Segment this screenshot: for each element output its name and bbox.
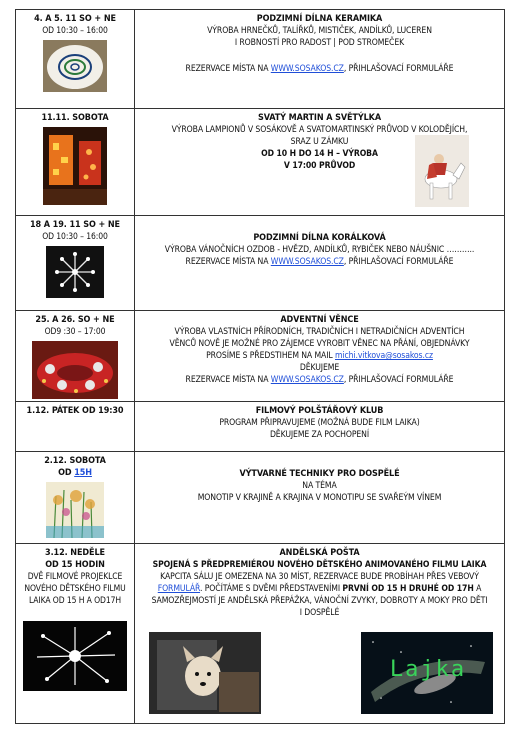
date-cell [16, 311, 135, 402]
event-title: ADVENTNÍ VĚNCE [280, 315, 359, 325]
event-title: FILMOVÝ POLŠTÁŘOVÝ KLUB [255, 406, 384, 416]
reservation-suffix: , PŘIHLAŠOVACÍ FORMULÁŘE [343, 257, 454, 267]
advent-wreath-photo [32, 341, 118, 399]
reservation-suffix: , PŘIHLAŠOVACÍ FORMULÁŘE [343, 64, 454, 74]
content-cell [135, 216, 505, 311]
event-date: 18 A 19. 11 SO + NE [30, 220, 120, 230]
reservation-line [135, 63, 504, 75]
date-cell [16, 402, 135, 452]
event-row [16, 402, 505, 452]
event-title: VÝTVARNÉ TECHNIKY PRO DOSPĚLÉ [239, 469, 400, 479]
reservation-label: REZERVACE MÍSTA NA [185, 257, 269, 267]
reservation-suffix: , PŘIHLAŠOVACÍ FORMULÁŘE [343, 375, 454, 385]
event-row [16, 311, 505, 402]
event-row [16, 109, 505, 216]
sosakos-link[interactable]: WWW.SOSAKOS.CZ [270, 257, 344, 267]
screening-times: PRVNÍ OD 15 H DRUHÉ OD 17H [342, 584, 474, 594]
event-text: DĚKUJEME ZA POCHOPENÍ [269, 430, 370, 440]
event-date: 25. A 26. SO + NE [35, 315, 115, 325]
event-row [16, 216, 505, 311]
event-text: VÝROBA VLASTNÍCH PŘÍRODNÍCH, TRADIČNÍCH I NETRADIČNÍCH ADVENTÍCH [174, 327, 465, 337]
sosakos-link[interactable]: WWW.SOSAKOS.CZ [270, 64, 344, 74]
event-time: OD 15 HODIN [45, 560, 105, 570]
program-table [15, 9, 505, 724]
event-title: ANDĚLSKÁ POŠTA [279, 548, 360, 558]
mail-link[interactable]: michi.vitkova@sosakos.cz [334, 351, 433, 361]
event-row [16, 10, 505, 109]
event-text: VÝROBA HRNEČKŮ, TALÍŘKŮ, MISTIČEK, ANDÍLKŮ, LUCEREN [207, 26, 432, 36]
event-text: DĚKUJEME [299, 363, 340, 373]
event-text [135, 583, 504, 595]
date-cell [16, 452, 135, 544]
poster-title: Lajka [389, 657, 467, 682]
comet-star-picture [23, 621, 127, 691]
event-row [16, 544, 505, 724]
saint-martin-illustration [415, 135, 469, 207]
event-time: OD 10:30 – 16:00 [42, 26, 108, 36]
time-link[interactable]: 15H [74, 468, 92, 478]
event-row [16, 452, 505, 544]
text-part: A [476, 584, 482, 594]
event-title: PODZIMNÍ DÍLNA KERAMIKA [256, 14, 383, 24]
event-date: 11.11. SOBOTA [41, 113, 109, 123]
monotype-landscape-picture [46, 482, 104, 538]
content-cell [135, 544, 505, 724]
lanterns-photo [43, 127, 107, 205]
time-prefix: OD [58, 468, 72, 478]
event-date: 1.12. PÁTEK OD 19:30 [26, 406, 124, 416]
date-cell [16, 10, 135, 109]
mail-label: PROSÍME S PŘEDSTIHEM NA MAIL [206, 351, 333, 361]
content-cell [135, 402, 505, 452]
event-text: PROGRAM PŘIPRAVUJEME (MOŽNÁ BUDE FILM LAIKA) [219, 418, 420, 428]
event-text: I ROBNOSTÍ PRO RADOST | POD STROMEČEK [234, 38, 405, 48]
sosakos-link[interactable]: WWW.SOSAKOS.CZ [270, 375, 344, 385]
screening-info: LAIKA OD 15 H A OD17H [28, 596, 122, 606]
event-text: OD 10 H DO 14 H – VÝROBA [261, 149, 378, 159]
date-cell [16, 544, 135, 724]
screening-info: NOVÉHO DĚTSKÉHO FILMU [24, 584, 126, 594]
text-part: . POČÍTÁME S DVĚMI PŘEDSTAVENÍMI [200, 584, 341, 594]
date-cell [16, 216, 135, 311]
event-date: 2.12. SOBOTA [44, 456, 106, 466]
event-date: 3.12. NEDĚLE [45, 548, 105, 558]
reservation-line [135, 374, 504, 386]
event-text: I DOSPĚLÉ [299, 608, 340, 618]
reservation-label: REZERVACE MÍSTA NA [185, 64, 269, 74]
date-cell [16, 109, 135, 216]
content-cell [135, 452, 505, 544]
event-subtitle: SPOJENÁ S PŘEDPREMIÉROU NOVÉHO DĚTSKÉHO ANIMOVANÉHO FILMU LAIKA [152, 560, 487, 570]
event-title: PODZIMNÍ DÍLNA KORÁLKOVÁ [253, 233, 386, 243]
event-text: SAMOZŘEJMOSTÍ JE ANDĚLSKÁ PŘEPÁŽKA, VÁNOČNÍ ZVYKY, DOBROTY A MOKY PRO DĚTI [151, 596, 488, 606]
ceramic-bowl-photo [43, 40, 107, 92]
event-text: KAPCITA SÁLU JE OMEZENA NA 30 MÍST, REZERVACE BUDE PROBÍHAH PŘES VEBOVÝ [160, 572, 479, 582]
event-text [135, 350, 504, 362]
event-time: OD9 :30 – 17:00 [44, 327, 106, 337]
content-cell [135, 311, 505, 402]
form-link[interactable]: FORMULÁŘ [157, 584, 201, 594]
event-title: SVATÝ MARTIN A SVĚTÝLKA [257, 113, 382, 123]
event-text: NA TÉMA [302, 481, 337, 491]
event-text: MONOTIP V KRAJINĚ A KRAJINA V MONOTIPU SE SVAŘEÝM VÍNEM [197, 493, 442, 503]
beaded-star-photo [46, 246, 104, 298]
event-text: V 17:00 PRŮVOD [283, 161, 356, 171]
event-text: VÝROBA VÁNOČNÍCH OZDOB - HVĚZD, ANDÍLKŮ, RYBIČEK NEBO NÁUŠNIC ……….. [164, 245, 475, 255]
event-date: 4. A 5. 11 SO + NE [34, 14, 116, 24]
event-text: SRAZ U ZÁMKU [290, 137, 349, 147]
event-time [16, 467, 134, 479]
event-text: VĚNCŮ NOVĚ JE MOŽNÉ PRO ZÁJEMCE VYROBIT VĚNEC NA PŘÁNÍ, OBJEDNÁVKY [169, 339, 470, 349]
event-time: OD 10:30 – 16:00 [42, 232, 108, 242]
reservation-line [135, 256, 504, 268]
laika-dog-film-still [149, 632, 261, 714]
content-cell [135, 109, 505, 216]
reservation-label: REZERVACE MÍSTA NA [185, 375, 269, 385]
content-cell [135, 10, 505, 109]
event-text: VÝROBA LAMPIONŮ V SOSÁKOVĚ A SVATOMARTINSKÝ PRŮVOD V KOLODĚJÍCH, [171, 125, 468, 135]
screening-info: DVĚ FILMOVÉ PROJEKLCE [27, 572, 123, 582]
